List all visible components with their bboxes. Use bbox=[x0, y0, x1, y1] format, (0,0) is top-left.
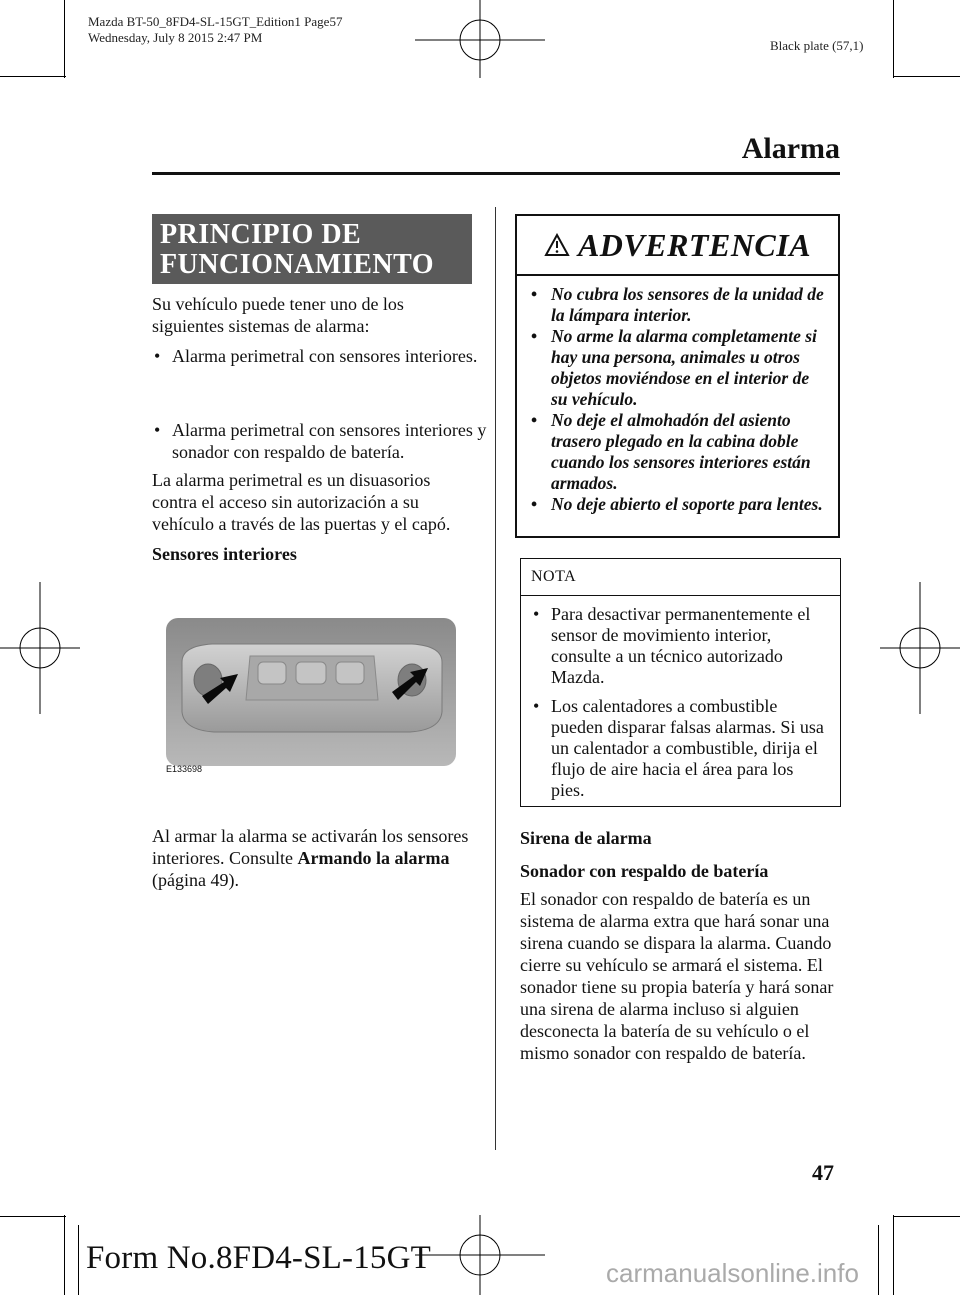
crop-mark bbox=[78, 1225, 79, 1295]
crop-mark bbox=[893, 1216, 960, 1217]
warning-item: • No arme la alarma completamente si hay una persona, animales u otros objetos moviéndose en el interior de su vehículo. bbox=[531, 326, 828, 410]
overhead-console-illustration bbox=[152, 604, 472, 776]
crop-mark bbox=[893, 1215, 894, 1295]
siren-heading: Sirena de alarma bbox=[520, 828, 652, 848]
warning-box bbox=[515, 214, 840, 538]
crop-mark bbox=[878, 1225, 879, 1295]
interior-sensor-figure bbox=[152, 604, 472, 776]
arming-text: Al armar la alarma se activarán los sensores interiores. Consulte bbox=[152, 826, 469, 868]
print-meta bbox=[88, 14, 342, 46]
warning-title: ADVERTENCIA bbox=[577, 226, 812, 263]
note-item: • Para desactivar permanentemente el sensor de movimiento interior, consulte a un técnico autorizado Mazda. bbox=[531, 604, 830, 688]
intro-paragraph: Su vehículo puede tener uno de los siguientes sistemas de alarma: bbox=[152, 294, 404, 336]
warning-item: • No cubra los sensores de la unidad de la lámpara interior. bbox=[531, 284, 828, 326]
warning-header bbox=[517, 216, 838, 276]
figure-label: E133698 bbox=[166, 764, 203, 774]
note-list bbox=[521, 596, 840, 801]
print-meta-line1: Mazda BT-50_8FD4-SL-15GT_Edition1 Page57 bbox=[88, 14, 343, 29]
deterrent-paragraph: La alarma perimetral es un disuasorios contra el acceso sin autorización a su vehículo a través de las puertas y el capó. bbox=[152, 470, 451, 534]
arming-paragraph bbox=[152, 825, 477, 891]
page-number: 47 bbox=[812, 1160, 834, 1185]
system-bullet: • Alarma perimetral con sensores interiores. bbox=[152, 345, 497, 367]
crop-mark bbox=[64, 1215, 65, 1295]
crop-mark bbox=[0, 1216, 66, 1217]
note-box bbox=[520, 558, 841, 807]
sounder-paragraph: El sonador con respaldo de batería es un sistema de alarma extra que hará sonar una sirena cuando se dispara la alarma. Cuando cierre su vehículo se armará el sistema. El sonador tiene su propia batería y hará sonar una sirena de alarma incluso si alguien desconecta la batería de su vehículo o el mismo sonador con respaldo de batería. bbox=[520, 889, 834, 1063]
warning-list bbox=[517, 276, 838, 515]
heading-line2: FUNCIONAMIENTO bbox=[160, 249, 435, 280]
note-item: • Los calentadores a combustible pueden disparar falsas alarmas. Si usa un calentador a combustible, dirija el flujo de aire hacia el área para los pies. bbox=[531, 696, 830, 801]
plate-label: Black plate (57,1) bbox=[770, 38, 864, 53]
registration-mark-bottom bbox=[415, 1215, 545, 1295]
section-heading bbox=[152, 214, 472, 284]
registration-mark-right bbox=[880, 582, 960, 714]
crop-mark bbox=[893, 0, 894, 78]
crop-mark bbox=[893, 76, 960, 77]
watermark: carmanualsonline.info bbox=[606, 1258, 859, 1288]
warning-item: • No deje el almohadón del asiento trasero plegado en la cabina doble cuando los sensores interiores están armados. bbox=[531, 410, 828, 494]
arming-page-ref: (página 49). bbox=[152, 870, 239, 890]
title-rule bbox=[152, 172, 840, 175]
crop-mark bbox=[64, 0, 65, 78]
interior-sensors-heading: Sensores interiores bbox=[152, 544, 297, 564]
form-number: Form No.8FD4-SL-15GT bbox=[86, 1240, 432, 1276]
warning-triangle-icon bbox=[544, 233, 570, 257]
registration-mark-top bbox=[415, 0, 545, 78]
print-meta-line2: Wednesday, July 8 2015 2:47 PM bbox=[88, 30, 263, 45]
sounder-heading: Sonador con respaldo de batería bbox=[520, 861, 769, 881]
warning-item: • No deje abierto el soporte para lentes. bbox=[531, 494, 828, 515]
note-title: NOTA bbox=[521, 559, 840, 596]
system-bullet: • Alarma perimetral con sensores interiores y sonador con respaldo de batería. bbox=[152, 419, 497, 463]
section-title: Alarma bbox=[741, 132, 840, 165]
registration-mark-left bbox=[0, 582, 80, 714]
heading-line1: PRINCIPIO DE bbox=[160, 219, 362, 250]
crop-mark bbox=[0, 76, 66, 77]
arming-reference-link[interactable]: Armando la alarma bbox=[297, 848, 450, 868]
